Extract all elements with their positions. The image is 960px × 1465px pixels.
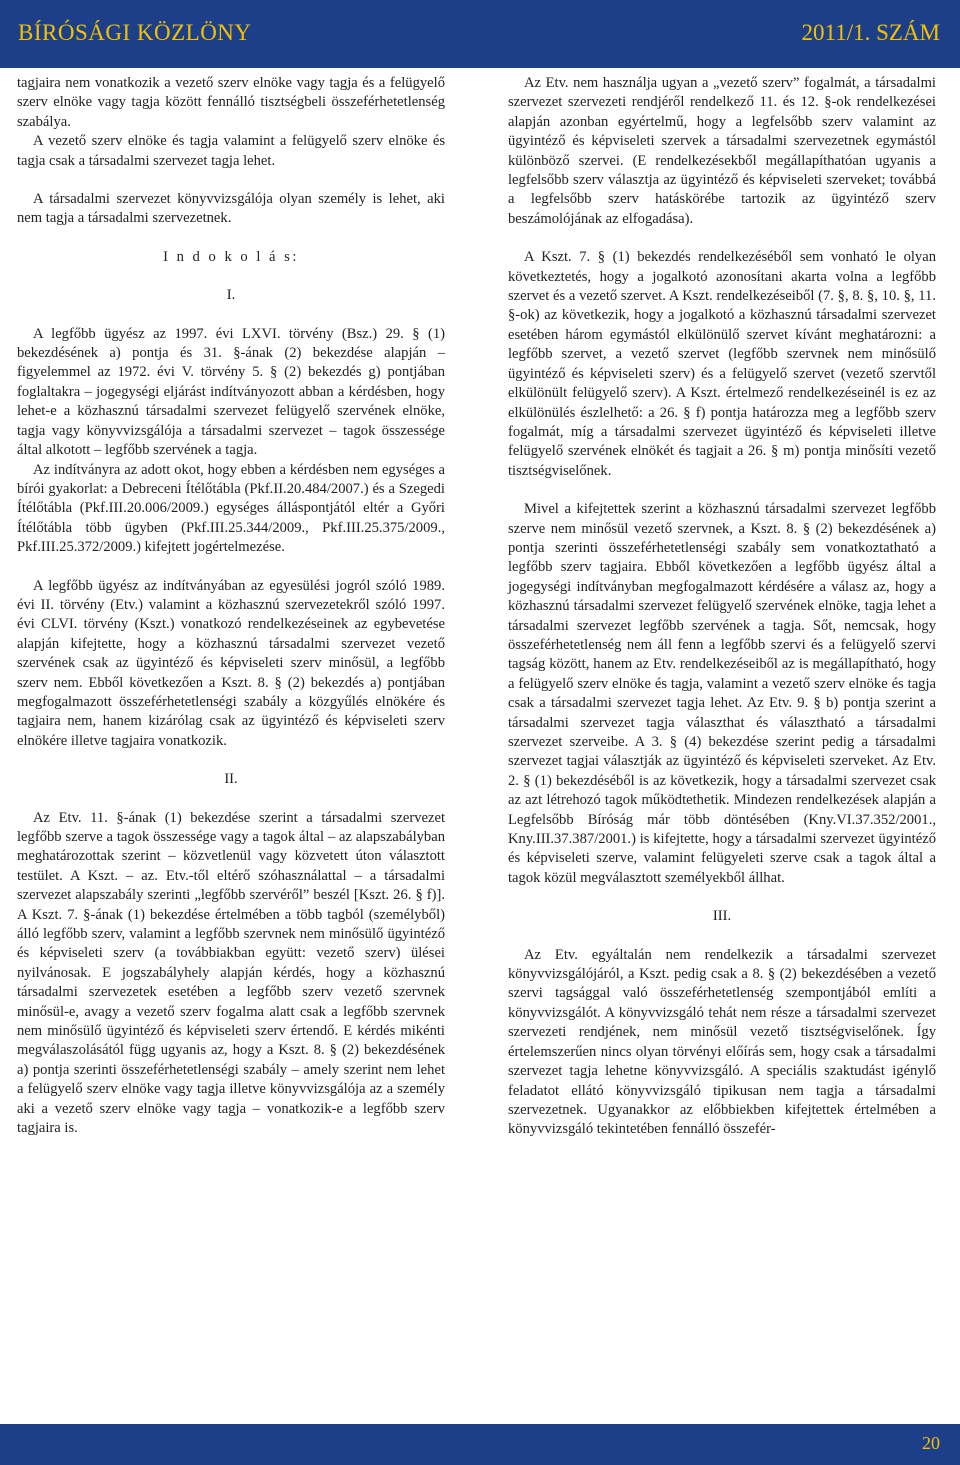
body-paragraph: A vezető szerv elnöke és tagja valamint a felügyelő szerv elnöke és tagja csak a társadalmi szervezet tagja lehet.: [17, 133, 445, 169]
page-number: 20: [922, 1433, 940, 1453]
paragraph-gap: [508, 481, 936, 500]
paragraph-gap: [508, 888, 936, 907]
issue-number: 2011/1. SZÁM: [801, 20, 940, 45]
body-paragraph: Az Etv. nem használja ugyan a „vezető szerv” fogalmát, a társadalmi szervezet szervezeti rendjéről rendelkező 11. és 12. §-ok rendelkezései alapján azonban egyértelmű, hogy a legfelsőbb szerv valamint az ügyintéző és képviseleti szervek a társadalmi szervezetnek egymástól különböző szervei. (E rendelkezésekből megállapíthatóan ugyanis a legfelsőbb szerv választja az ügyintéző és képviseleti szerveket; továbbá a legfelsőbb szerv hatáskörébe tartozik az ügyintéző szerv beszámolójának az elfogadása).: [508, 75, 936, 227]
paragraph-gap: [17, 267, 445, 286]
paragraph-gap: [17, 229, 445, 248]
section-heading: I.: [226, 287, 236, 304]
paragraph-gap: [17, 751, 445, 770]
body-paragraph: A legfőbb ügyész az indítványában az egyesülési jogról szóló 1989. évi II. törvény (Etv.) valamint a közhasznú szervezetekről szóló 1997. évi CLVI. törvény (Kszt.) vonatkozó rendelkezéseinek az egybevetése alapján kifejtette, hogy a közhasznú társadalmi szervezet vezető szervének csak az ügyintéző és képviseleti szerv minősül, a legfőbb szerv nem. Ebből következően a Kszt. 8. § (2) bekezdés a) pontjában megfogalmazott összeférhetetlenségi szabály a közgyűlés elnökére és tagjaira nem, hanem kizárólag csak az ügyintéző és képviseleti szerv elnökére illetve tagjaira vonatkozik.: [17, 577, 445, 749]
body-paragraph: A Kszt. 7. § (1) bekezdés rendelkezéséből sem vonható le olyan következtetés, hogy a jogalkotó azonosítani akarta volna a legfőbb szervet és a vezető szervet. A Kszt. rendelkezéseiből (7. §, 8. §, 10. §, 11. §-ok) az következik, hogy a jogalkotó a közhasznú társadalmi szervezet esetében három egymástól elkülönülő szervet kívánt meghatározni: a legfőbb szervet, a vezető szervet (legfőbb szervnek nem minősülő ügyintéző és képviseleti szerv) és a felügyelő szervet (vezető szervtől elkülönült felügyelő szerv). A Kszt. értelmező rendelkezéseinél is ez az elkülönülés észlelhető: a 26. § f) pontja határozza meg a legfőbb szerv fogalmát, míg a társadalmi szervezet ügyintéző és képviseleti illetve felügyelő szervének elnökét és tagjait a 26. § m) pontja minősíti vezető tisztségviselőnek.: [508, 249, 936, 479]
body-paragraph: tagjaira nem vonatkozik a vezető szerv elnöke vagy tagja és a felügyelő szerv elnöke vagy tagja között fennálló tisztségbeli összeférhetetlenség szabálya.: [17, 75, 445, 130]
paragraph-gap: [17, 171, 445, 190]
paragraph-gap: [17, 790, 445, 809]
paragraph-gap: [17, 558, 445, 577]
left-text-column: [17, 74, 445, 1139]
section-heading: II.: [224, 771, 238, 788]
paragraph-gap: [17, 306, 445, 325]
body-paragraph: Mivel a kifejtettek szerint a közhasznú társadalmi szervezet legfőbb szerve nem minősül vezető szervnek, a Kszt. 8. § (2) bekezdésének a) pontja szerinti összeférhetetlenségi szabály sem vonatkoztatható a legfőbb szerv tagjaira. Ebből következően a legfőbb ügyész által a jogegységi indítványban megfogalmazott kérdésére a válasz az, hogy a közhasznú társadalmi szervezet felügyelő szervének elnöke, tagja lehet a társadalmi szervezet legfőbb szervének a tagja. Sőt, nemcsak, hogy összeférhetetlenség nem áll fenn a legfőbb szervi és a felügyelő szervi tagság között, hanem az Etv. rendelkezéseiből az is megállapítható, hogy a felügyelő szerv elnöke és tagja, valamint a vezető szerv elnöke és tagja csak a társadalmi szervezet tagja lehet. Az Etv. 9. § b) pontja szerint a társadalmi szervezet tagja választhat és választható a társadalmi szervezet szerveibe. A 3. § (4) bekezdése szerint pedig a társadalmi szervezet tagjai választják az ügyintéző és képviseleti szerveket. Az Etv. 2. § (1) bekezdéséből is az következik, hogy a társadalmi szervezet csak az azt létrehozó tagok működtethetik. Mindezen rendelkezések alapján a Legfelsőbb Bíróság már több döntésében (Kny.VI.37.352/2001., Kny.III.37.387/2001.) is kifejtette, hogy a társadalmi szervezet ügyintéző és képviseleti szerve, valamint felügyeleti szerve csak a tagok által a tagok közül megválasztott személyekből állhat.: [508, 501, 936, 886]
body-paragraph: A legfőbb ügyész az 1997. évi LXVI. törvény (Bsz.) 29. § (1) bekezdésének a) pontja és 31. §-ának (2) bekezdése alapján – figyelemmel az 1972. évi V. törvény 5. § (2) bekezdés g) pontjában foglaltakra – jogegységi eljárást indítványozott abban a kérdésben, hogy lehet-e a közhasznú társadalmi szervezet felügyelő szervének elnöke, tagja vagy könyvvizsgálója a társadalmi szervezet – tagok összessége által alkotott – legfőbb szervének a tagja.: [17, 325, 445, 459]
journal-title: BÍRÓSÁGI KÖZLÖNY: [18, 20, 252, 45]
journal-header: [0, 0, 960, 68]
section-heading: I n d o k o l á s:: [163, 248, 299, 265]
body-paragraph: A társadalmi szervezet könyvvizsgálója olyan személy is lehet, aki nem tagja a társadalmi szervezetnek.: [17, 191, 445, 227]
body-paragraph: Az Etv. egyáltalán nem rendelkezik a társadalmi szervezet könyvvizsgálójáról, a Kszt. pedig csak a 8. § (2) bekezdésében a vezető szervi tagsággal való összeférhetetlenség szempontjából említi a könyvvizsgálót. A könyvvizsgáló tehát nem része a társadalmi szervezet szervezeti rendjének, nem minősül vezető tisztségviselőnek. Így értelemszerűen nincs olyan törvényi előírás sem, hogy csak a társadalmi szervezet tagja lehetne könyvvizsgáló. A speciális szaktudást igénylő feladatot ellátó könyvvizsgáló tipikusan nem tagja a társadalmi szervezetnek. Ugyanakkor az előbbiekben kifejtettek értelmében a könyvvizsgáló tekintetében fennálló összefér-: [508, 946, 936, 1138]
paragraph-gap: [508, 229, 936, 248]
page-footer: [0, 1424, 960, 1465]
body-paragraph: Az Etv. 11. §-ának (1) bekezdése szerint a társadalmi szervezet legfőbb szerve a tagok összessége vagy a tagok által – az alapszabályban meghatározottak szerint – közvetlenül vagy közvetett úton választott testület. A Kszt. – az. Etv.-től eltérő szóhasználattal – a társadalmi szervezet alapszabály szerinti „legfőbb szervéről” beszél [Kszt. 26. § f)]. A Kszt. 7. §-ának (1) bekezdése értelmében a több tagból (személyből) álló legfőbb szerv, valamint a legfőbb szervnek nem minősülő ügyintéző és képviseleti szerv (a továbbiakban együtt: vezető szerv) ülései nyilvánosak. E jogszabályhely alapján kérdés, hogy a közhasznú társadalmi szervezetek esetében a legfőbb szerv vezető szervnek minősül-e, avagy a vezető szerv fogalma alatt csak a legfőbb szervnek nem minősülő ügyintéző és képviseleti szerv értendő. E kérdés mikénti megválaszolásától függ ugyanis az, hogy a Kszt. 8. § (2) bekezdésének a) pontja szerinti összeférhetetlenségi szabály – amely szerint nem lehet a felügyelő szerv elnöke vagy tagja illetve könyvvizsgálója az a személy aki a vezető szerv elnöke vagy tagja – vonatkozik-e a legfőbb szerv tagjaira is.: [17, 809, 445, 1137]
paragraph-gap: [508, 927, 936, 946]
body-paragraph: Az indítványra az adott okot, hogy ebben a kérdésben nem egységes a bírói gyakorlat: a Debreceni Ítélőtábla (Pkf.II.20.484/2007.) és a Szegedi Ítélőtábla (Pkf.III.20.006/2009.) egységes álláspontjától eltér a Győri Ítélőtábla több ügyben (Pkf.III.25.344/2009., Pkf.III.25.375/2009., Pkf.III.25.372/2009.) kifejtett jogértelmezése.: [17, 461, 445, 556]
right-text-column: [508, 74, 936, 1140]
section-heading: III.: [712, 908, 732, 925]
